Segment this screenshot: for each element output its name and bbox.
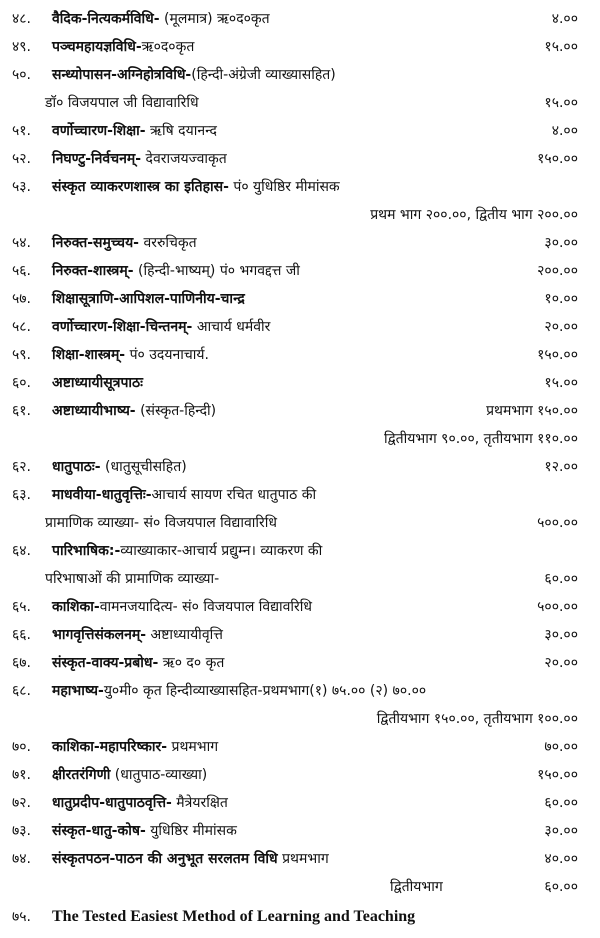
entry-price: ३०.०० [544,627,578,643]
entry-title: पारिभाषिक:- [52,543,121,559]
entry-title: निरुक्त-शास्त्रम्- [52,263,134,279]
list-item-continuation [0,566,600,592]
list-item [0,174,600,200]
entry-title: धातुप्रदीप-धातुपाठवृत्ति- [52,795,172,811]
entry-title: संस्कृत-धातु-कोष- [52,823,146,839]
entry-title: भागवृत्तिसंकलनम्- [52,627,147,643]
entry-title: धातुपाठः- [52,459,101,475]
list-item [0,342,600,368]
list-item [0,230,600,256]
entry-detail: यु०मी० कृत हिन्दीव्याख्यासहित-प्रथमभाग(१) ७५.०० (२) ७०.०० [103,683,427,699]
entry-title: सन्ध्योपासन-अग्निहोत्रविधि- [52,67,192,83]
list-item [0,482,600,508]
list-item [0,62,600,88]
entry-detail: युधिष्ठिर मीमांसक [145,823,237,839]
entry-number: ७२. [12,795,32,811]
entry-number: ६६. [12,627,32,643]
entry-price: ७०.०० [544,739,578,755]
entry-title: संस्कृतपठन-पाठन की अनुभूत सरलतम विधि [52,851,278,867]
list-item [0,818,600,844]
entry-detail: अष्टाध्यायीवृत्ति [146,627,223,643]
entry-detail: वामनजयादित्य- सं० विजयपाल विद्यावरिधि [99,599,313,615]
entry-number: ७०. [12,739,32,755]
entry-detail: आचार्य सायण रचित धातुपाठ की [151,487,317,503]
entry-number: ६०. [12,375,32,391]
entry-title: काशिका-महापरिष्कार- [52,739,168,755]
entry-price: १५.०० [544,375,578,391]
entry-detail: पं० उदयनाचार्य. [125,347,209,363]
entry-price: २०.०० [544,655,578,671]
entry-price: ५००.०० [537,515,578,531]
entry-number: ५२. [12,151,32,167]
entry-detail: व्याख्याकार-आचार्य प्रद्युम्न। व्याकरण की [120,543,323,559]
entry-number: ५९. [12,347,32,363]
entry-title: अष्टाध्यायीसूत्रपाठः [52,375,143,391]
entry-number: ५४. [12,235,32,251]
entry-title: संस्कृत व्याकरणशास्त्र का इतिहास- [52,179,229,195]
entry-detail: (मूलमात्र) ऋ०द०कृत [159,11,270,27]
list-item-continuation [0,510,600,536]
entry-number: ६५. [12,599,32,615]
entry-title: महाभाष्य- [52,683,104,699]
list-item [0,34,600,60]
list-item [0,650,600,676]
entry-number: ४९. [12,39,32,55]
entry-title: माधवीया-धातुवृत्तिः- [52,487,152,503]
entry-detail: (हिन्दी-अंग्रेजी व्याख्यासहित) [191,67,336,83]
list-item [0,790,600,816]
entry-detail: प्रथमभाग [167,739,219,755]
entry-number: ७४. [12,851,32,867]
entry-number: ७५. [12,909,32,925]
entry-detail: ऋ० द० कृत [158,655,225,671]
list-item [0,904,600,930]
entry-title: संस्कृत-वाक्य-प्रबोध- [52,655,159,671]
entry-price: प्रथम भाग २००.००, द्वितीय भाग २००.०० [370,207,578,223]
entry-detail: ऋ०द०कृत [141,39,195,55]
entry-number: ५१. [12,123,32,139]
list-item-continuation [0,706,600,732]
entry-price: ५००.०० [537,599,578,615]
entry-price: द्वितीयभाग १५०.००, तृतीयभाग १००.०० [376,711,578,727]
entry-title: The Tested Easiest Method of Learning and Teaching [52,908,416,925]
list-item-continuation [0,426,600,452]
entry-number: ६२. [12,459,32,475]
entry-title: क्षीरतरंगिणी [52,767,111,783]
list-item-continuation [0,202,600,228]
entry-price: ६०.०० [544,571,578,587]
entry-price: ३०.०० [544,235,578,251]
entry-title: वर्णोच्चारण-शिक्षा-चिन्तनम्- [52,319,193,335]
entry-detail: परिभाषाओं की प्रामाणिक व्याख्या- [45,571,220,587]
entry-price: २००.०० [537,263,578,279]
list-item [0,622,600,648]
entry-detail: (धातुपाठ-व्याख्या) [110,767,208,783]
entry-price: १५०.०० [537,767,578,783]
list-item [0,118,600,144]
list-item-continuation [0,90,600,116]
entry-number: ५६. [12,263,32,279]
entry-number: ५३. [12,179,32,195]
entry-detail: देवराजयज्वाकृत [141,151,227,167]
entry-detail: प्रामाणिक व्याख्या- सं० विजयपाल विद्यावारिधि [45,515,277,531]
entry-title: वर्णोच्चारण-शिक्षा- [52,123,146,139]
list-item [0,762,600,788]
entry-price: १५.०० [544,95,578,111]
entry-number: ७३. [12,823,32,839]
entry-number: ५०. [12,67,32,83]
entry-title: काशिका- [52,599,100,615]
entry-detail: (हिन्दी-भाष्यम्) पं० भगवद्दत्त जी [133,263,300,279]
entry-number: ६८. [12,683,32,699]
entry-detail: वररुचिकृत [139,235,197,251]
entry-detail: द्वितीयभाग [390,879,443,895]
list-item-continuation [0,874,600,900]
entry-title: शिक्षा-शास्त्रम्- [52,347,126,363]
entry-price: ४.०० [551,11,578,27]
list-item [0,734,600,760]
entry-price: द्वितीयभाग ९०.००, तृतीयभाग ११०.०० [383,431,578,447]
entry-detail: पं० युधिष्ठिर मीमांसक [228,179,340,195]
entry-price: ४०.०० [544,851,578,867]
entry-price: १५०.०० [537,347,578,363]
entry-price: ३०.०० [544,823,578,839]
entry-number: ४८. [12,11,32,27]
entry-price: १५०.०० [537,151,578,167]
entry-detail: (धातुसूचीसहित) [100,459,187,475]
list-item [0,370,600,396]
list-item [0,258,600,284]
entry-price: २०.०० [544,319,578,335]
entry-title: निघण्टु-निर्वचनम्- [52,151,142,167]
entry-price: १२.०० [544,459,578,475]
entry-number: ६४. [12,543,32,559]
entry-title: वैदिक-नित्यकर्मविधि- [52,11,160,27]
entry-detail: प्रथमभाग [277,851,329,867]
entry-number: ६३. [12,487,32,503]
entry-price: ४.०० [551,123,578,139]
entry-price: १५.०० [544,39,578,55]
entry-title: अष्टाध्यायीभाष्य- [52,403,136,419]
list-item [0,286,600,312]
entry-price: प्रथमभाग १५०.०० [486,403,578,419]
list-item [0,538,600,564]
entry-price: ६०.०० [544,879,578,895]
list-item [0,314,600,340]
entry-number: ५८. [12,319,32,335]
entry-price: ६०.०० [544,795,578,811]
entry-title: निरुक्त-समुच्चय- [52,235,139,251]
list-item [0,398,600,424]
entry-number: ७१. [12,767,32,783]
entry-number: ५७. [12,291,32,307]
entry-number: ६७. [12,655,32,671]
entry-title: पञ्चमहायज्ञविधि- [52,39,142,55]
entry-title: शिक्षासूत्राणि-आपिशल-पाणिनीय-चान्द्र [52,291,245,307]
list-item [0,678,600,704]
list-item [0,146,600,172]
entry-detail: आचार्य धर्मवीर [192,319,271,335]
entry-detail: (संस्कृत-हिन्दी) [135,403,217,419]
entry-detail: मैत्रेयरक्षित [171,795,228,811]
entry-price: १०.०० [544,291,578,307]
entry-detail: ऋषि दयानन्द [145,123,217,139]
list-item [0,846,600,872]
entry-detail: डॉ० विजयपाल जी विद्यावारिधि [45,95,199,111]
list-item [0,454,600,480]
list-item [0,594,600,620]
list-item [0,6,600,32]
entry-number: ६१. [12,403,32,419]
